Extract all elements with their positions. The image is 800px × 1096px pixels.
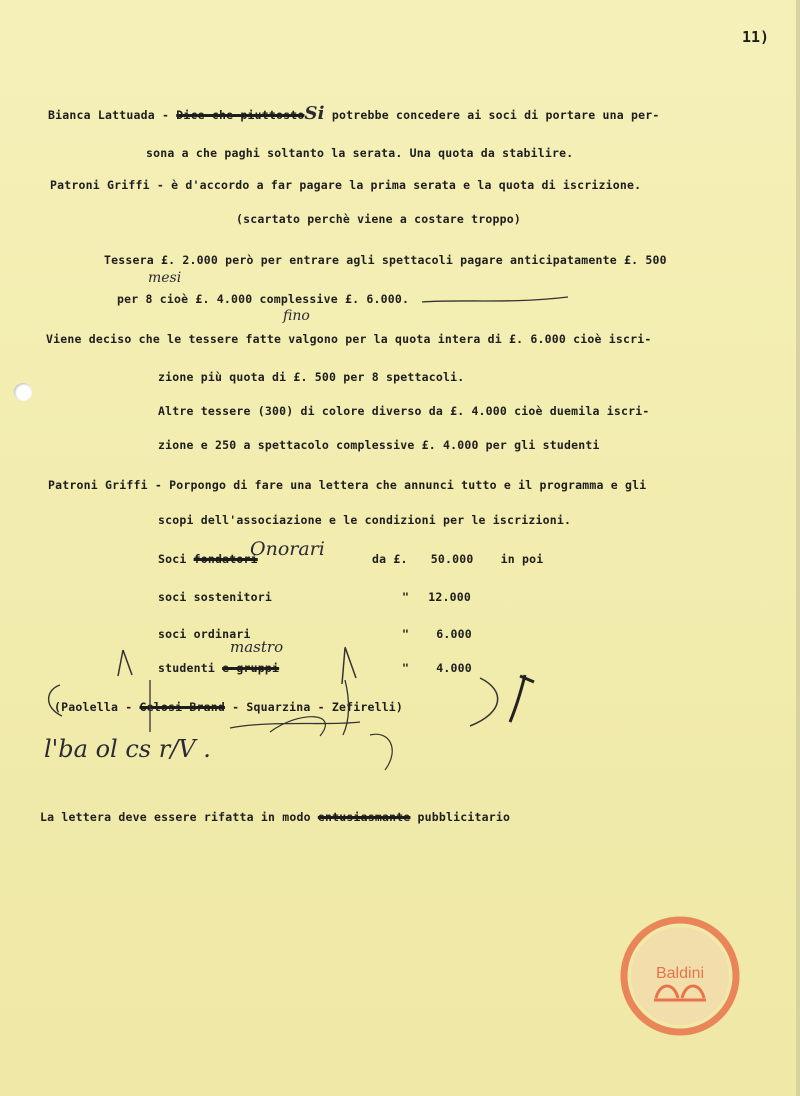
closing-line: [40, 810, 510, 824]
amount-row-2: [402, 590, 471, 604]
amount-value: 50.000: [430, 552, 474, 566]
closing-prefix: La lettera deve essere rifatta in modo: [40, 810, 318, 824]
amount-prefix: ": [402, 661, 410, 675]
amount-prefix: ": [402, 590, 410, 604]
text-line-11: Patroni Griffi - Porpongo di fare una lettera che annunci tutto e il programma e gli: [48, 478, 647, 492]
speaker-bianca-lattuada: Bianca Lattuada -: [48, 108, 177, 122]
amount-row-3: [402, 627, 472, 641]
table-row-ordinari: soci ordinari: [158, 627, 251, 641]
amount-suffix: in poi: [500, 552, 544, 566]
amount-prefix: ": [402, 627, 410, 641]
handwritten-insert-mesi: mesi: [148, 270, 182, 286]
text-line-4: (scartato perchè viene a costare troppo): [236, 212, 521, 226]
text-line-3: Patroni Griffi - è d'accordo a far pagare la prima serata e la quota di iscrizione.: [50, 178, 642, 192]
text-line-5: Tessera £. 2.000 però per entrare agli spettacoli pagare anticipatamente £. 500: [104, 253, 667, 267]
amount-value: 4.000: [436, 661, 472, 675]
paper-edge: [796, 0, 800, 1096]
handwritten-correction: Si: [304, 103, 325, 124]
text-line-9: Altre tessere (300) di colore diverso da £. 4.000 cioè duemila iscri-: [158, 404, 650, 418]
stamp-logo: [620, 916, 740, 1036]
handwritten-insert-onorari: Onorari: [250, 538, 325, 560]
struck-text: fondatori: [193, 552, 258, 566]
table-row-soci: [158, 552, 258, 566]
amount-row-1: [372, 552, 543, 566]
amount-value: 6.000: [436, 627, 472, 641]
struck-text: Dice che piuttosto: [176, 108, 305, 122]
text-line-10: zione e 250 a spettacolo complessive £. 4.000 per gli studenti: [158, 438, 600, 452]
amount-value: 12.000: [428, 590, 471, 604]
text-line-7: Viene deciso che le tessere fatte valgono per la quota intera di £. 6.000 cioè iscri-: [46, 332, 652, 346]
row-label: studenti: [158, 661, 215, 675]
line-text: potrebbe concedere ai soci di portare una per-: [324, 108, 660, 122]
amount-prefix: da £.: [372, 552, 408, 566]
struck-text: entusiasmante: [317, 810, 411, 824]
handwritten-insert-fino-ad-ora: fino: [283, 308, 310, 324]
handwritten-insert-maestro: mastro: [230, 638, 284, 656]
handwritten-note: l'ba ol cs r/V .: [44, 735, 211, 763]
handwritten-underline: [420, 296, 570, 306]
text-line-1: [48, 103, 660, 124]
stamp-text: Baldini: [655, 965, 705, 982]
punch-hole: [14, 383, 32, 401]
archive-stamp: [620, 916, 740, 1036]
text-line-12: scopi dell'associazione e le condizioni per le iscrizioni.: [158, 513, 572, 527]
struck-text: Gelosi Brand: [139, 700, 225, 714]
names-rest: - Squarzina - Zefirelli): [224, 700, 404, 714]
text-line-2: sona a che paghi soltanto la serata. Una quota da stabilire.: [146, 146, 574, 160]
names-open: (Paolella -: [54, 700, 140, 714]
struck-text: e gruppi: [222, 661, 280, 675]
text-line-6: per 8 cioè £. 4.000 complessive £. 6.000.: [117, 292, 410, 306]
closing-suffix: pubblicitario: [410, 810, 511, 824]
row-label: Soci: [158, 552, 187, 566]
page-number: 11): [742, 28, 770, 46]
text-line-8: zione più quota di £. 500 per 8 spettacoli.: [158, 370, 465, 384]
table-row-sostenitori: soci sostenitori: [158, 590, 272, 604]
